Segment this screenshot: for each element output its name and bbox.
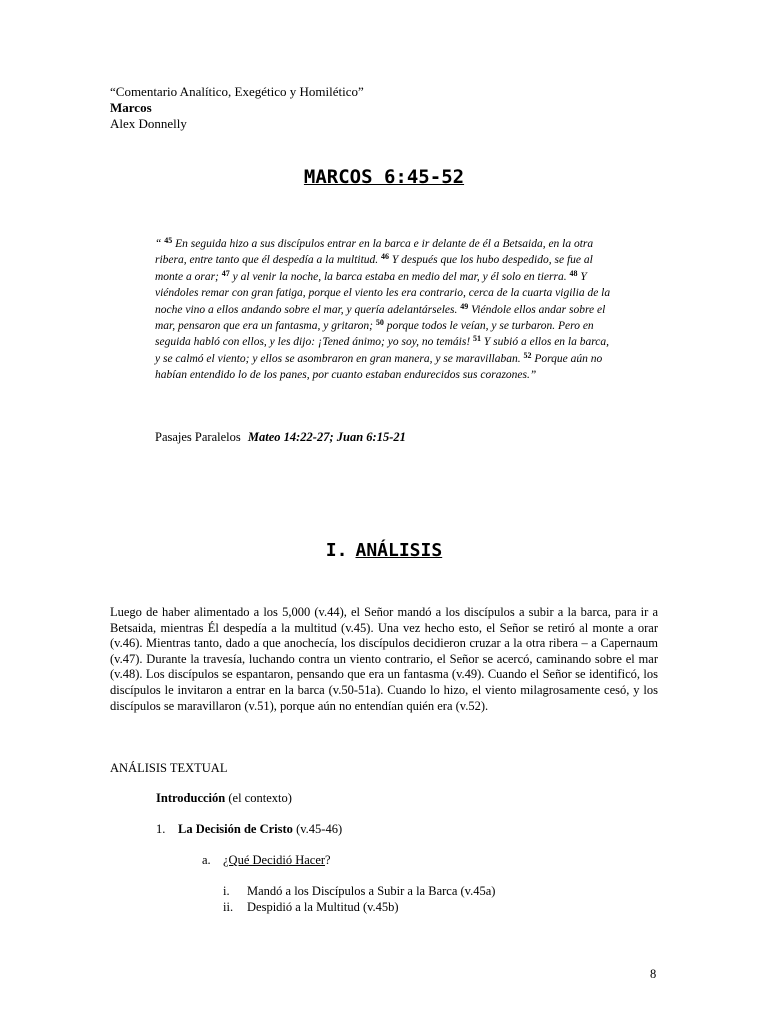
outline-point-1: [156, 822, 342, 837]
verse-text: Y después que los hubo despedido, se fue al monte a orar;: [155, 254, 593, 283]
verse-text: Porque aún no habían entendido lo de los panes, por cuanto estaban endurecidos sus corazones.”: [155, 352, 603, 382]
section-numeral: I.: [325, 540, 348, 561]
subpoint-text: Mandó a los Discípulos a Subir a la Barca (v.45a): [247, 884, 496, 898]
introduction-note: (el contexto): [225, 791, 292, 805]
author-name: Alex Donnelly: [110, 116, 187, 131]
introduction-line: [156, 791, 292, 806]
outline-number: 1.: [156, 822, 166, 836]
textual-analysis-heading: ANÁLISIS TEXTUAL: [110, 761, 228, 775]
open-quote: “: [155, 238, 162, 250]
list-item: [223, 884, 495, 900]
passage-title: MARCOS 6:45-52: [303, 166, 465, 188]
section-title: ANÁLISIS: [355, 540, 443, 561]
verse-text: Y viéndoles remar con gran fatiga, porque el viento les era contrario, cerca de la cuarta vigilia de la noche vino a ellos andando sobre el mar, y quería adelantárseles.: [155, 270, 611, 316]
outline-title: La Decisión de Cristo: [178, 822, 293, 836]
parallels-refs: Mateo 14:22-27; Juan 6:15-21: [247, 430, 406, 444]
volume-name: Marcos: [110, 100, 152, 115]
section-heading: [0, 540, 768, 561]
summary-paragraph: Luego de haber alimentado a los 5,000 (v.44), el Señor mandó a los discípulos a subir a la barca, para ir a Betsaida, mientras Él despedía a la multitud (v.45). Una vez hecho esto, el Señor se retiró al monte a orar (v.46). Mientras tanto, dado a que anochecía, los discípulos decidieron cruzar a la otra ribera – a Capernaum (v.47). Durante la travesía, luchando contra un viento contrario, el Señor se acercó, caminando sobre el mar (v.48). Los discípulos se espantaron, pensando que era un fantasma (v.49). Cuando el Señor se identificó, los discípulos le invitaron a entrar en la barca (v.50-51a). Cuando lo hizo, el viento milagrosamente cesó, y los discípulos se maravillaron (v.51), porque aún no entendían quién era (v.52).: [110, 605, 658, 713]
page-number: 8: [650, 967, 657, 981]
verse-text: porque todos le veían, y se turbaron. Pero en seguida habló con ellos, y les dijo: ¡Tened ánimo; yo soy, no temáis!: [155, 320, 594, 349]
list-item: [223, 900, 495, 916]
roman-numeral: ii.: [223, 899, 234, 914]
document-header: [110, 84, 364, 132]
subpoint-text: Despidió a la Multitud (v.45b): [247, 899, 399, 914]
verse-text: En seguida hizo a sus discípulos entrar en la barca e ir delante de él a Betsaida, en la otra ribera, entre tanto que él despedía a la multitud.: [155, 238, 594, 267]
verse-number: 50: [375, 318, 384, 328]
outline-ref: (v.45-46): [292, 822, 343, 836]
verse-number: 47: [221, 268, 230, 278]
outline-point-a: [202, 853, 331, 868]
scripture-passage: [155, 236, 615, 384]
verse-number: 48: [569, 268, 578, 278]
verse-number: 52: [523, 350, 532, 360]
parallels-label: Pasajes Paralelos: [155, 430, 241, 444]
verse-number: 51: [473, 334, 482, 344]
verse-text: Viéndole ellos andar sobre el mar, pensaron que era un fantasma, y gritaron;: [155, 303, 606, 333]
introduction-label: Introducción: [156, 791, 226, 805]
verse-number: 46: [381, 252, 390, 262]
verse-text: Y subió a ellos en la barca, y se calmó el viento; y ellos se asombraron en gran manera, y se maravillaban.: [155, 336, 610, 365]
roman-numeral: i.: [223, 884, 230, 898]
book-title: “Comentario Analítico, Exegético y Homilético”: [110, 84, 364, 99]
verse-number: 49: [460, 301, 469, 311]
question-mark: ?: [325, 853, 331, 867]
outline-letter: a.: [202, 853, 211, 867]
outline-subpoints: [223, 884, 495, 915]
outline-question: ¿Qué Decidió Hacer: [223, 853, 326, 867]
verse-number: 45: [164, 236, 173, 245]
parallel-passages: [155, 430, 406, 445]
verse-text: y al venir la noche, la barca estaba en medio del mar, y él solo en tierra.: [229, 270, 570, 283]
